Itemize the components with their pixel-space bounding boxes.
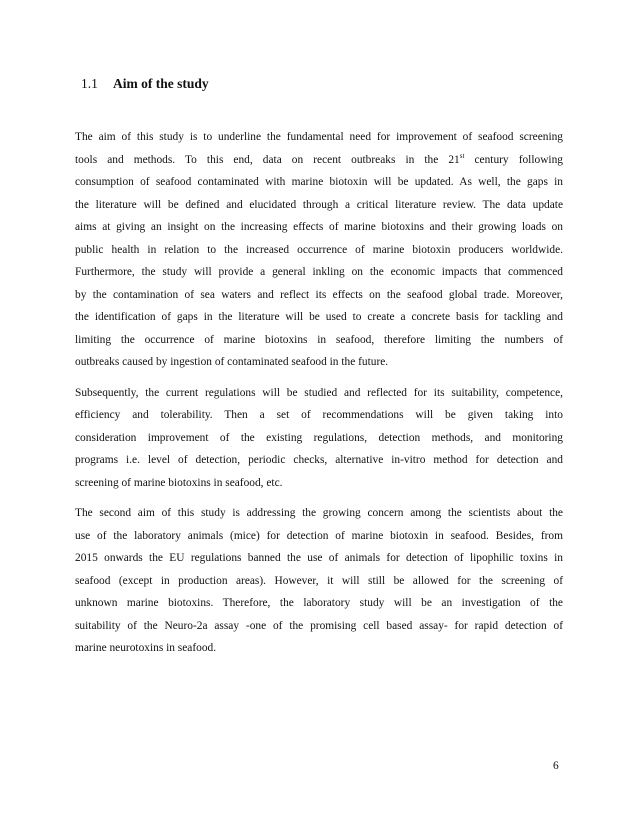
text-line: The aim of this study is to underline the fundamental need for improvement of seafood screening (75, 131, 563, 143)
text-line: consideration improvement of the existing regulations, detection methods, and monitoring (75, 431, 563, 444)
text-line: Furthermore, the study will provide a general inkling on the economic impacts that commenced (75, 266, 563, 278)
paragraph-2 (75, 382, 563, 495)
text-line: suitability of the Neuro-2a assay -one of the promising cell based assay- for rapid detection of (75, 619, 563, 632)
text-line: by the contamination of sea waters and reflect its effects on the seafood global trade. Moreover, (75, 288, 563, 301)
section-title: Aim of the study (113, 76, 209, 91)
text-segment: century following (464, 153, 563, 166)
text-line: 2015 onwards the EU regulations banned the use of animals for detection of lipophilic toxins in (75, 552, 563, 564)
text-line: The second aim of this study is addressing the growing concern among the scientists about the (75, 507, 563, 519)
section-heading (81, 76, 209, 92)
text-line: use of the laboratory animals (mice) for detection of marine biotoxin in seafood. Besides, from (75, 529, 563, 542)
text-line: screening of marine biotoxins in seafood, etc. (75, 476, 283, 489)
page-number: 6 (553, 760, 559, 772)
text-line: programs i.e. level of detection, periodic checks, alternative in-vitro method for detection and (75, 454, 563, 466)
text-line: outbreaks caused by ingestion of contaminated seafood in the future. (75, 356, 389, 368)
text-line: public health in relation to the increased occurrence of marine biotoxin producers worldwide. (75, 243, 563, 256)
paragraph-1 (75, 126, 563, 374)
text-line: unknown marine biotoxins. Therefore, the laboratory study will be an investigation of the (75, 597, 563, 609)
text-line: the identification of gaps in the literature will be used to create a concrete basis for tackling and (75, 311, 563, 323)
text-line: efficiency and tolerability. Then a set of recommendations will be given taking into (75, 409, 563, 421)
text-line: limiting the occurrence of marine biotoxins in seafood, therefore limiting the numbers of (75, 333, 563, 346)
text-segment: tools and methods. To this end, data on recent outbreaks in the 21 (75, 153, 460, 166)
text-line: aims at giving an insight on the increasing effects of marine biotoxins and their growing loads on (75, 221, 563, 233)
text-line: marine neurotoxins in seafood. (75, 642, 217, 654)
text-line: consumption of seafood contaminated with marine biotoxin will be updated. As well, the gaps in (75, 176, 563, 188)
paragraph-3 (75, 502, 563, 660)
body-text (75, 126, 563, 668)
text-line (75, 149, 563, 172)
text-line: Subsequently, the current regulations will be studied and reflected for its suitability, competence, (75, 386, 563, 399)
text-line: the literature will be defined and elucidated through a critical literature review. The data update (75, 198, 563, 211)
text-line: seafood (except in production areas). However, it will still be allowed for the screening of (75, 574, 563, 587)
superscript: st (459, 151, 465, 160)
section-number: 1.1 (81, 76, 98, 91)
